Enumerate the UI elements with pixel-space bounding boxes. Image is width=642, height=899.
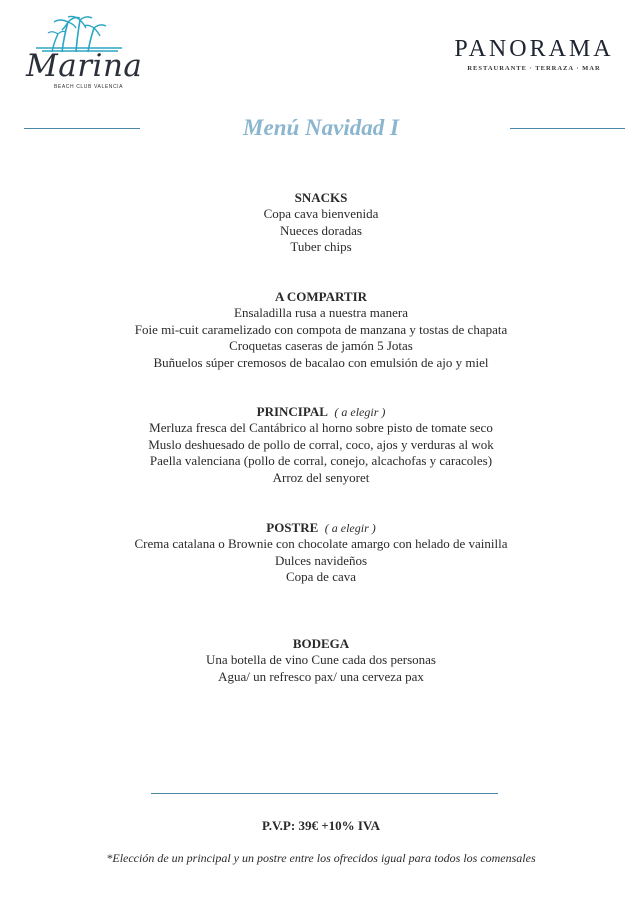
section-heading: BODEGA <box>292 636 350 651</box>
marina-wordmark: Marina <box>26 48 143 84</box>
menu-item: Copa cava bienvenida <box>263 206 379 222</box>
menu-item: Croquetas caseras de jamón 5 Jotas <box>229 338 413 354</box>
menu-item: Ensaladilla rusa a nuestra manera <box>234 305 408 321</box>
section-principal <box>0 404 642 486</box>
menu-item: Tuber chips <box>290 239 352 255</box>
price-rule <box>151 793 498 794</box>
marina-logo <box>22 14 142 88</box>
section-heading: POSTRE <box>266 520 319 535</box>
menu-item: Dulces navideños <box>274 552 368 568</box>
panorama-logo <box>444 36 624 72</box>
menu-item: Foie mi-cuit caramelizado con compota de manzana y tostas de chapata <box>134 321 508 337</box>
menu-item: Muslo deshuesado de pollo de corral, coco, ajos y verduras al wok <box>148 436 494 452</box>
marina-subtitle: BEACH CLUB VALENCIA <box>54 84 124 90</box>
panorama-subtitle: RESTAURANTE · TERRAZA · MAR <box>467 65 601 72</box>
section-heading: A COMPARTIR <box>274 289 368 304</box>
menu-item: Crema catalana o Brownie con chocolate amargo con helado de vainilla <box>134 536 508 552</box>
page-title: Menú Navidad I <box>243 115 399 140</box>
section-heading: SNACKS <box>294 190 348 205</box>
section-heading: PRINCIPAL <box>256 404 328 419</box>
section-postre <box>0 520 642 586</box>
price-label: P.V.P: 39€ +10% IVA <box>261 818 381 833</box>
menu-item: Copa de cava <box>285 569 357 585</box>
menu-item: Nueces doradas <box>280 222 362 238</box>
section-note: ( a elegir ) <box>334 405 386 419</box>
footnote: *Elección de un principal y un postre entre los ofrecidos igual para todos los comensales <box>106 851 536 865</box>
menu-item: Paella valenciana (pollo de corral, conejo, alcachofas y caracoles) <box>149 453 493 469</box>
menu-item: Arroz del senyoret <box>272 469 370 485</box>
menu-item: Merluza fresca del Cantábrico al horno sobre pisto de tomate seco <box>149 420 493 436</box>
section-a-compartir <box>0 289 642 371</box>
section-bodega <box>0 636 642 685</box>
menu-item: Una botella de vino Cune cada dos personas <box>206 652 436 668</box>
section-note: ( a elegir ) <box>324 521 376 535</box>
menu-item: Buñuelos súper cremosos de bacalao con emulsión de ajo y miel <box>153 354 489 370</box>
section-snacks <box>0 190 642 256</box>
panorama-wordmark: PANORAMA <box>454 36 614 62</box>
menu-item: Agua/ un refresco pax/ una cerveza pax <box>218 668 424 684</box>
